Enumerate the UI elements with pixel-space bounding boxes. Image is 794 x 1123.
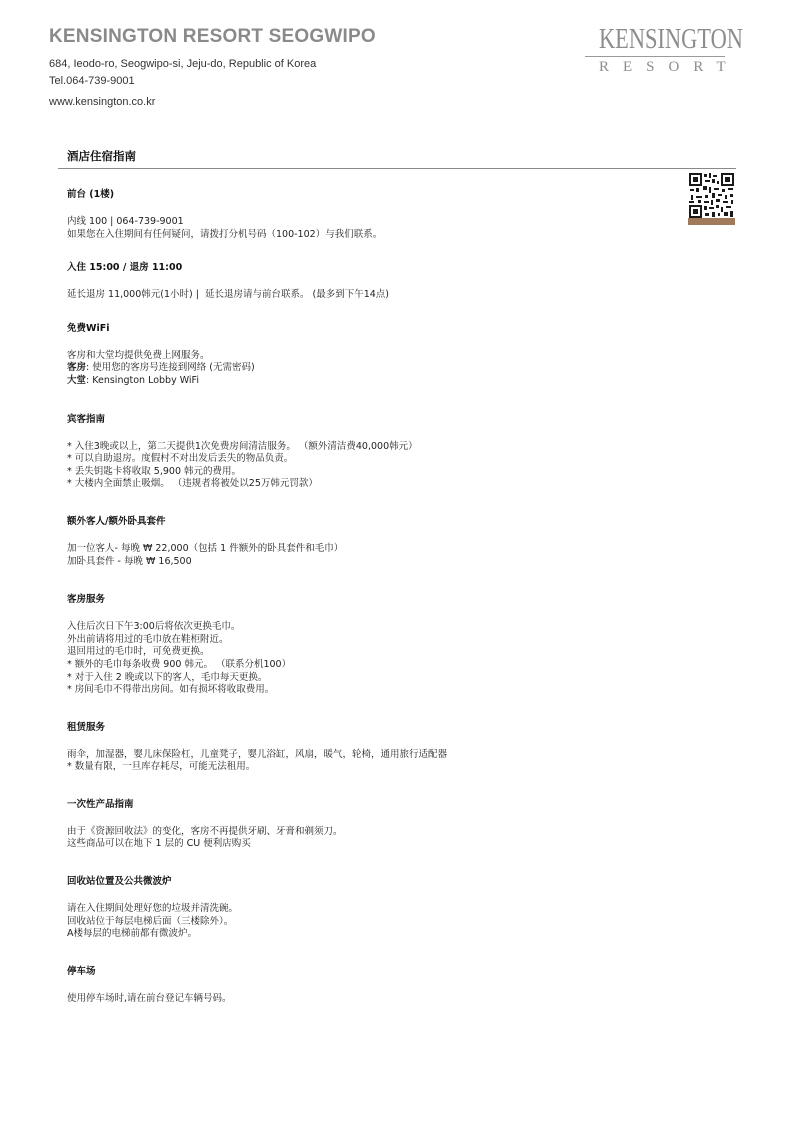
section-front-desk: [67, 188, 687, 241]
section-extra-guest: [67, 515, 687, 568]
hotel-phone: Tel.064-739-9001: [49, 75, 135, 87]
section-room-service: [67, 593, 687, 697]
section-heading: 宾客指南: [67, 413, 106, 425]
section-line: 加一位客人- 每晚 ₩ 22,000（包括 1 件额外的卧具套件和毛巾）: [67, 542, 344, 554]
logo-subtitle: RESORT: [599, 59, 740, 75]
section-line: * 丢失钥匙卡将收取 5,900 韩元的费用。: [67, 465, 242, 477]
section-line: * 数量有限，一旦库存耗尽，可能无法租用。: [67, 761, 256, 773]
section-recycling-microwave: [67, 875, 687, 941]
section-line: 这些商品可以在地下 1 层的 CU 便利店购买: [67, 838, 251, 850]
section-check-in-out: [67, 261, 687, 302]
section-line: * 大楼内全面禁止吸烟。 （违规者将被处以25万韩元罚款）: [67, 478, 318, 490]
section-line: * 房间毛巾不得带出房间。如有损坏将收取费用。: [67, 684, 275, 696]
section-heading: 前台 (1楼): [67, 189, 115, 200]
section-line: 请在入住期间处理好您的垃圾并清洗碗。: [67, 903, 239, 915]
section-line: [67, 375, 687, 388]
qr-code-icon[interactable]: [688, 172, 735, 225]
section-line: 如果您在入住期间有任何疑问，请拨打分机号码（100-102）与我们联系。: [67, 228, 383, 240]
section-line: 退回用过的毛巾时，可免费更换。: [67, 646, 210, 658]
section-line: [67, 362, 687, 375]
section-rental-service: [67, 721, 687, 774]
section-heading: 租赁服务: [67, 721, 106, 733]
section-guest-guide: [67, 413, 687, 491]
section-line: 由于《资源回收法》的变化，客房不再提供牙刷、牙膏和剃须刀。: [67, 825, 343, 837]
section-parking: [67, 965, 687, 1006]
section-heading: 停车场: [67, 965, 96, 977]
section-line: 使用停车场时,请在前台登记车辆号码。: [67, 992, 232, 1004]
section-heading: 免费WiFi: [67, 322, 110, 334]
section-line: 外出前请将用过的毛巾放在鞋柜附近。: [67, 633, 229, 645]
kensington-resort-logo: [585, 24, 743, 75]
line-label: 客房: [67, 362, 87, 374]
guide-content: [67, 188, 687, 1025]
hotel-address: 684, Ieodo-ro, Seogwipo-si, Jeju-do, Republic of Korea: [49, 58, 317, 70]
line-label: 大堂: [67, 374, 87, 386]
section-line: * 可以自助退房。度假村不对出发后丢失的物品负责。: [67, 453, 294, 465]
section-line: * 对于入住 2 晚或以下的客人，毛巾每天更换。: [67, 671, 268, 683]
section-heading: 客房服务: [67, 594, 106, 606]
section-line: * 额外的毛巾每条收费 900 韩元。 （联系分机100）: [67, 658, 292, 670]
section-line: A楼每层的电梯前都有微波炉。: [67, 928, 197, 940]
guide-title: 酒店住宿指南: [67, 149, 136, 163]
section-disposable-products: [67, 798, 687, 851]
section-heading: 一次性产品指南: [67, 798, 134, 810]
hotel-website[interactable]: www.kensington.co.kr: [49, 96, 156, 108]
line-text: : Kensington Lobby WiFi: [86, 374, 199, 386]
hotel-name: KENSINGTON RESORT SEOGWIPO: [49, 26, 376, 47]
section-heading: 回收站位置及公共微波炉: [67, 876, 172, 888]
title-divider: [58, 168, 736, 169]
section-line: 加卧具套件 - 每晚 ₩ 16,500: [67, 555, 192, 567]
line-text: : 使用您的客房号连接到网络 (无需密码): [86, 362, 255, 374]
section-line: 雨伞，加湿器，婴儿床保险杠，儿童凳子，婴儿浴缸，风扇，暖气，轮椅，通用旅行适配器: [67, 748, 448, 760]
section-line: 客房和大堂均提供免费上网服务。: [67, 349, 210, 361]
logo-wordmark: KENSINGTON: [599, 24, 743, 55]
section-heading: 额外客人/额外卧具套件: [67, 515, 166, 527]
logo-divider: [585, 56, 725, 57]
section-line: * 入住3晚或以上，第二天提供1次免费房间清洁服务。 （额外清洁费40,000韩元）: [67, 440, 418, 452]
section-line: 内线 100 | 064-739-9001: [67, 216, 184, 227]
section-heading: 入住 15:00 / 退房 11:00: [67, 262, 183, 274]
section-line: 延长退房 11,000韩元(1小时) | 延长退房请与前台联系。 (最多到下午14点): [67, 289, 389, 301]
section-line: 入住后次日下午3:00后将依次更换毛巾。: [67, 621, 241, 633]
section-line: 回收站位于每层电梯后面（三楼除外）。: [67, 915, 234, 927]
section-free-wifi: [67, 322, 687, 388]
